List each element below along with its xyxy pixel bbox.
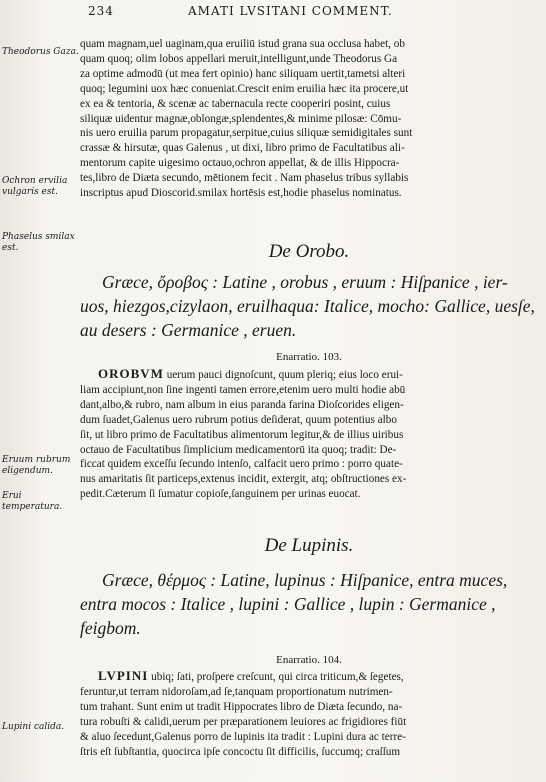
- heading-de-orobo: De Orobo.: [268, 241, 350, 262]
- text-line: tum trahant. Sunt enim ut tradit Hippocrates libro de Diæta ſecundo, na-: [80, 700, 403, 713]
- names-line: entra mocos : Italice , lupini : Gallice , lupin : Germanice ,: [80, 594, 496, 614]
- text-line: dum ſuadet,Galenus uero rubrum potius deſiderat, quum potentius albo: [80, 413, 397, 426]
- text-line: octauo de Facultatibus ſimplicium medicamentorū ita quoq; tradit: De-: [80, 443, 397, 456]
- section1-body: [80, 37, 538, 201]
- margin-note-phaselus: Phaselus smilax est.: [2, 232, 75, 253]
- text-line: ſit, ut libro primo de Facultatibus alimentorum legitur,& de illius uiribus: [80, 428, 404, 441]
- text-line: dant,albo,& rubro, nam album in eius paranda farina Dioſcorides eligen-: [80, 398, 404, 411]
- text-line: ex ea & tentoria, & scenæ ac tabernacula recte cooperiri posint, cuius: [80, 97, 391, 110]
- text-line: nis uero eruilia parum propagatur,serpitue,cuius siliquæ semidigitales sunt: [80, 127, 413, 140]
- text-line: nus amaritatis ſit particeps,extenus incidit, extergit, atq; obſtructiones ex-: [80, 473, 407, 486]
- margin-note-eruum: Eruum rubrum eligendum.: [2, 455, 71, 476]
- enarratio-103: Enarratio. 103.: [276, 351, 342, 363]
- section3-body: [80, 669, 538, 759]
- text-line: siliquæ uidentur magnæ,oblongæ,splendentes,& minime pilosæ: Cōmu-: [80, 112, 402, 125]
- enarratio-104: Enarratio. 104.: [276, 654, 342, 666]
- margin-note-lupini: Lupini calida.: [2, 722, 65, 732]
- text-line: tes,libro de Diæta secundo, mētionem fecit . Nam phaselus tribus syllabis: [80, 172, 409, 185]
- margin-note-ochron: Ochron ervilia vulgaris est.: [2, 176, 68, 197]
- page-number: 234: [88, 4, 114, 18]
- names-line: uos, hiezgos,cizylaon, eruilhaqua: Italice, mocho: Gallice, uesſe,: [80, 296, 535, 316]
- text-line: quoq; legumini uox hæc conueniat.Crescit enim eruilia hæc ita procere,ut: [80, 82, 409, 95]
- text-line: pedit.Cæterum ſi ſumatur copioſe,ſanguinem per urinas euocat.: [80, 488, 361, 501]
- text-line: feruntur,ut terram nidoroſam,ad ſe,tanquam proportionatum nutrimen-: [80, 685, 393, 698]
- text-line: & aluo ſecedunt,Galenus porro de lupinis ita tradit : Lupini dura ac terre-: [80, 730, 406, 743]
- text-line: ficcat quidem exceſſu ſecundo intenſo, calfacit uero primo : porro quate-: [80, 458, 403, 471]
- text-line: ſtris eſt ſubſtantia, quocirca ipſe concoctu ſit difficilis, ſuccumq; craſſum: [80, 745, 401, 758]
- heading-de-lupinis: De Lupinis.: [264, 535, 354, 556]
- text-line: quam magnam,uel uaginam,qua eruiliū istud grana sua occlusa habet, ob: [80, 38, 405, 50]
- section2-body: [80, 367, 538, 502]
- names-line: feigbom.: [80, 618, 141, 638]
- names-line: Græce, ὄροβος : Latine , orobus , eruum : Hiſpanice , ier-: [102, 272, 508, 292]
- lead-word: LVPINI: [98, 668, 149, 683]
- running-header: [0, 2, 546, 20]
- text-line: za optime admodū (ut mea fert opinio) hanc siliquam uertit,tametsi alteri: [80, 67, 406, 80]
- text-line: uerum pauci dignoſcunt, quum pleriq; eius loco erui-: [163, 369, 403, 381]
- text-line: quam quoq; olim lobos appellari meruit,intelligunt,unde Theodorus Ga: [80, 52, 398, 65]
- lupinus-names: [80, 568, 538, 640]
- text-line: liam accipiunt,non ſine ingenti tamen errore,etenim uero multi hodie abū: [80, 383, 406, 396]
- text-line: inscriptus apud Dioscorid.smilax hortēsis est,hodie phaselus nominatus.: [80, 187, 402, 200]
- orobus-names: [80, 270, 538, 342]
- text-line: crassæ & hirsutæ, quas Galenus , ut dixi, libro primo de Facultatibus ali-: [80, 142, 405, 155]
- margin-note-gaza: Theodorus Gaza.: [2, 47, 79, 57]
- margin-note-temperatura: Erui temperatura.: [2, 491, 63, 512]
- names-line: au desers : Germanice , eruen.: [80, 320, 297, 340]
- lead-word: OROBVM: [98, 366, 164, 381]
- text-line: ubiq; ſati, proſpere creſcunt, qui circa triticum,& ſegetes,: [148, 671, 404, 683]
- text-line: mentorum capite uigesimo octauo,ochron appellat, & de illis Hippocra-: [80, 157, 400, 170]
- names-line: Græce, θέρμος : Latine, lupinus : Hiſpanice, entra muces,: [102, 570, 508, 590]
- running-title: AMATI LVSITANI COMMENT.: [188, 4, 393, 18]
- text-line: tura robuſti & calidi,uerum per præparationem leuiores ac frigidiores fiūt: [80, 715, 407, 728]
